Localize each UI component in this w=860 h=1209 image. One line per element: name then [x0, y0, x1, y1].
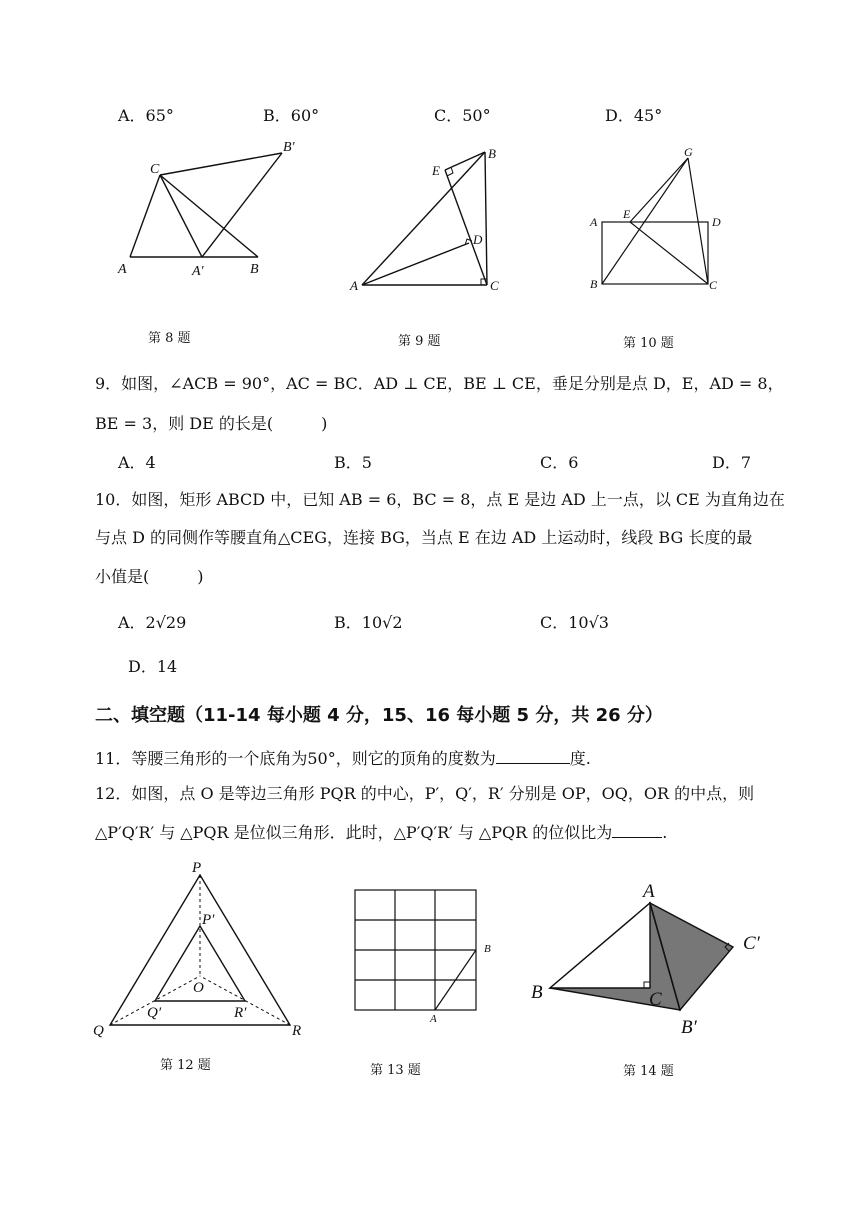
fig10-label-b: B [590, 277, 598, 291]
q10-option-a: A．2√29 [118, 613, 187, 632]
section2-title: 二、填空题（11-14 每小题 4 分，15、16 每小题 5 分，共 26 分） [95, 705, 663, 726]
q8-option-a: A．65° [118, 106, 174, 125]
fig8-label-a-prime: A′ [192, 264, 204, 279]
fig12-label-q: Q [93, 1023, 104, 1039]
fig14-label-b-prime: B′ [681, 1017, 697, 1038]
q10-option-d: D．14 [128, 657, 178, 676]
caption-fig10: 第 10 题 [623, 336, 674, 351]
fig12-label-r-prime: R′ [234, 1005, 247, 1021]
q11-line [95, 746, 591, 769]
q9-option-c: C．6 [540, 453, 579, 472]
q12-answer-blank[interactable] [612, 837, 662, 838]
q8-option-c: C．50° [434, 106, 491, 125]
caption-fig8: 第 8 题 [148, 331, 191, 346]
fig8-label-c: C [150, 162, 160, 177]
fig14-label-a: A [643, 881, 655, 902]
fig12-label-p-prime: P′ [202, 912, 215, 928]
fig8-label-a: A [118, 262, 127, 277]
q9-text-line1: 9．如图，∠ACB = 90°，AC = BC．AD ⊥ CE，BE ⊥ CE，垂足分别是点 D，E，AD = 8， [95, 374, 784, 393]
q10-text-line1: 10．如图，矩形 ABCD 中，已知 AB = 6，BC = 8，点 E 是边 AD 上一点，以 CE 为直角边在 [95, 490, 785, 509]
figure-14 [525, 875, 775, 1045]
caption-fig13: 第 13 题 [370, 1063, 421, 1078]
q11-text: 11．等腰三角形的一个底角为50°，则它的顶角的度数为 [95, 749, 496, 768]
fig13-label-b: B [484, 943, 491, 955]
q11-suffix: 度. [569, 749, 591, 768]
q11-answer-blank[interactable] [496, 763, 570, 764]
q10-text-line2: 与点 D 的同侧作等腰直角△CEG，连接 BG，当点 E 在边 AD 上运动时，线段 BG 长度的最 [95, 528, 753, 547]
fig14-label-c: C [649, 989, 662, 1010]
fig8-label-b: B [250, 262, 259, 277]
q10-option-b: B．10√2 [334, 613, 403, 632]
fig10-label-e: E [623, 207, 631, 221]
caption-fig14: 第 14 题 [623, 1064, 674, 1079]
fig10-label-c: C [709, 278, 718, 292]
fig9-label-b: B [488, 146, 496, 161]
q9-option-d: D．7 [712, 453, 752, 472]
fig10-label-g: G [684, 145, 693, 159]
fig14-label-b: B [531, 982, 543, 1003]
figure-12 [90, 860, 310, 1045]
fig12-label-o: O [193, 980, 204, 996]
fig13-label-a: A [430, 1013, 437, 1025]
caption-fig12: 第 12 题 [160, 1058, 211, 1073]
q8-option-b: B．60° [263, 106, 320, 125]
fig9-label-c: C [490, 278, 499, 293]
fig14-label-c-prime: C′ [743, 933, 760, 954]
caption-fig9: 第 9 题 [398, 334, 441, 349]
fig12-label-p: P [192, 860, 202, 876]
q10-option-c: C．10√3 [540, 613, 609, 632]
q9-text-line2: BE = 3，则 DE 的长是( ) [95, 414, 328, 433]
fig9-label-a: A [350, 278, 358, 293]
fig10-label-d: D [712, 215, 721, 229]
fig9-label-d: D [473, 232, 483, 247]
q10-text-line3: 小值是( ) [95, 567, 204, 586]
q12-suffix: . [662, 823, 668, 842]
q12-text-line2: △P′Q′R′ 与 △PQR 是位似三角形．此时，△P′Q′R′ 与 △PQR 的位似比为 [95, 823, 613, 842]
q9-option-b: B．5 [334, 453, 372, 472]
fig8-label-b-prime: B′ [283, 140, 295, 155]
fig12-label-r: R [292, 1023, 302, 1039]
fig9-label-e: E [432, 163, 440, 178]
q12-line2 [95, 820, 667, 843]
fig12-label-q-prime: Q′ [147, 1005, 162, 1021]
figure-8 [110, 135, 310, 285]
q9-option-a: A．4 [118, 453, 156, 472]
q12-text-line1: 12．如图，点 O 是等边三角形 PQR 的中心，P′，Q′，R′ 分别是 OP，OQ，OR 的中点，则 [95, 784, 755, 803]
q8-option-d: D．45° [605, 106, 663, 125]
figure-9 [345, 140, 525, 300]
figure-10 [585, 140, 725, 300]
fig10-label-a: A [590, 215, 598, 229]
figure-13 [340, 880, 500, 1025]
